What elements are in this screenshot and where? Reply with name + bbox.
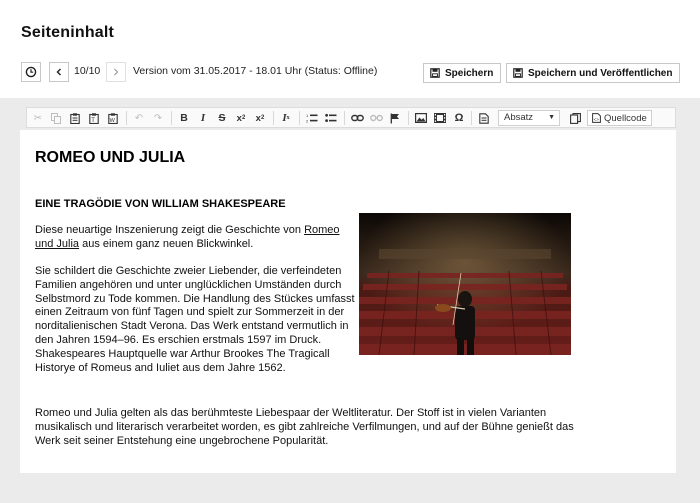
svg-text:<>: <> (593, 117, 599, 122)
svg-text:T: T (91, 117, 95, 124)
anchor-flag-icon[interactable] (387, 110, 403, 126)
format-select-value: Absatz (504, 112, 534, 123)
svg-text:1: 1 (306, 113, 309, 118)
unlink-icon[interactable] (368, 110, 384, 126)
superscript-icon[interactable]: x 2 (255, 112, 265, 124)
toolbar-separator (273, 111, 274, 125)
violinist-theater-image[interactable] (359, 213, 571, 355)
romeo-julia-link[interactable]: Romeo und Julia (35, 224, 340, 250)
svg-text:W: W (109, 117, 115, 124)
strikethrough-icon[interactable]: S (218, 112, 226, 124)
toolbar-separator (126, 111, 127, 125)
copy-icon[interactable] (48, 110, 64, 126)
redo-icon[interactable]: ↷ (153, 112, 163, 124)
toolbar-separator (408, 111, 409, 125)
version-counter: 10/10 (74, 65, 101, 77)
version-bar (21, 62, 681, 82)
numbered-list-icon[interactable] (304, 110, 320, 126)
chevron-left-icon (55, 68, 63, 76)
history-button[interactable] (21, 62, 41, 82)
paragraph-intro (35, 224, 355, 252)
paragraph-closing: Romeo und Julia gelten als das berühmteste Liebespaar der Weltliteratur. Der Stoff ist in vielen Varianten musikalisch und literarisch verarbeitet worden, es gibt zahlreiche Verfilmungen, und auf der Bühne genießt das Werk seit seiner Entstehung eine ungebrochene Popularität. (35, 407, 574, 447)
page-title: Seiteninhalt (21, 24, 115, 41)
link-icon[interactable] (349, 110, 365, 126)
chevron-down-icon: ▼ (548, 114, 555, 121)
toolbar-separator (471, 111, 472, 125)
editor-content-area[interactable] (20, 130, 676, 473)
source-button-label: Quellcode (604, 112, 647, 124)
paste-text-icon[interactable] (86, 110, 102, 126)
document-icon[interactable] (567, 110, 583, 126)
version-info: Version vom 31.05.2017 - 18.01 Uhr (Status: Offline) (133, 65, 378, 77)
source-icon (592, 113, 601, 123)
cut-icon[interactable]: ✂ (33, 112, 43, 124)
subscript-icon[interactable]: x 2 (236, 112, 246, 124)
document-subheading: EINE TRAGÖDIE VON WILLIAM SHAKESPEARE (35, 198, 286, 210)
image-icon[interactable] (413, 110, 429, 126)
undo-icon[interactable]: ↶ (134, 112, 144, 124)
previous-version-button[interactable] (49, 62, 69, 82)
remove-format-icon[interactable]: I x (282, 112, 290, 124)
save-and-publish-button[interactable] (506, 63, 680, 83)
paste-icon[interactable] (67, 110, 83, 126)
floppy-disk-icon (430, 68, 440, 78)
save-button-label: Speichern (445, 67, 494, 79)
media-icon[interactable] (432, 110, 448, 126)
bold-icon[interactable]: B (180, 112, 188, 124)
toolbar-separator (344, 111, 345, 125)
save-and-publish-label: Speichern und Veröffentlichen (528, 67, 673, 79)
bulleted-list-icon[interactable] (323, 110, 339, 126)
toolbar-separator (171, 111, 172, 125)
paragraph-intro-text-end: aus einem ganz neuen Blickwinkel. (79, 237, 254, 250)
save-button[interactable] (423, 63, 501, 83)
template-icon[interactable] (476, 110, 492, 126)
chevron-right-icon (112, 68, 120, 76)
clock-icon (25, 66, 37, 78)
italic-icon[interactable]: I (200, 112, 206, 124)
omega-icon[interactable]: Ω (454, 112, 464, 124)
paragraph-intro-text: Diese neuartige Inszenierung zeigt die Geschichte von (35, 224, 305, 236)
svg-text:2: 2 (306, 118, 309, 123)
floppy-disk-icon (513, 68, 523, 78)
format-select[interactable] (498, 110, 560, 126)
paragraph-story: Sie schildert die Geschichte zweier Liebender, die verfeindeten Familien angehören und unter unglücklichen Umständen durch Selbstmord zu Tode kommen. Die Handlung des Stückes umfasst einen Zeitraum von fünf Tagen und spielt zur Sommerzeit in der norditalienischen Stadt Verona. Das Werk entstand vermutlich in den Jahren 1594–96. Es erschien erstmals 1597 im Druck. Shakespeares Hauptquelle war Arthur Brookes The Tragicall Historye of Romeus and Iuliet aus dem Jahre 1562. (35, 265, 355, 374)
next-version-button[interactable] (106, 62, 126, 82)
paste-word-icon[interactable] (105, 110, 121, 126)
toolbar-separator (299, 111, 300, 125)
document-heading: ROMEO UND JULIA (35, 149, 186, 166)
editor-toolbar (26, 107, 676, 128)
source-button[interactable] (587, 110, 652, 126)
